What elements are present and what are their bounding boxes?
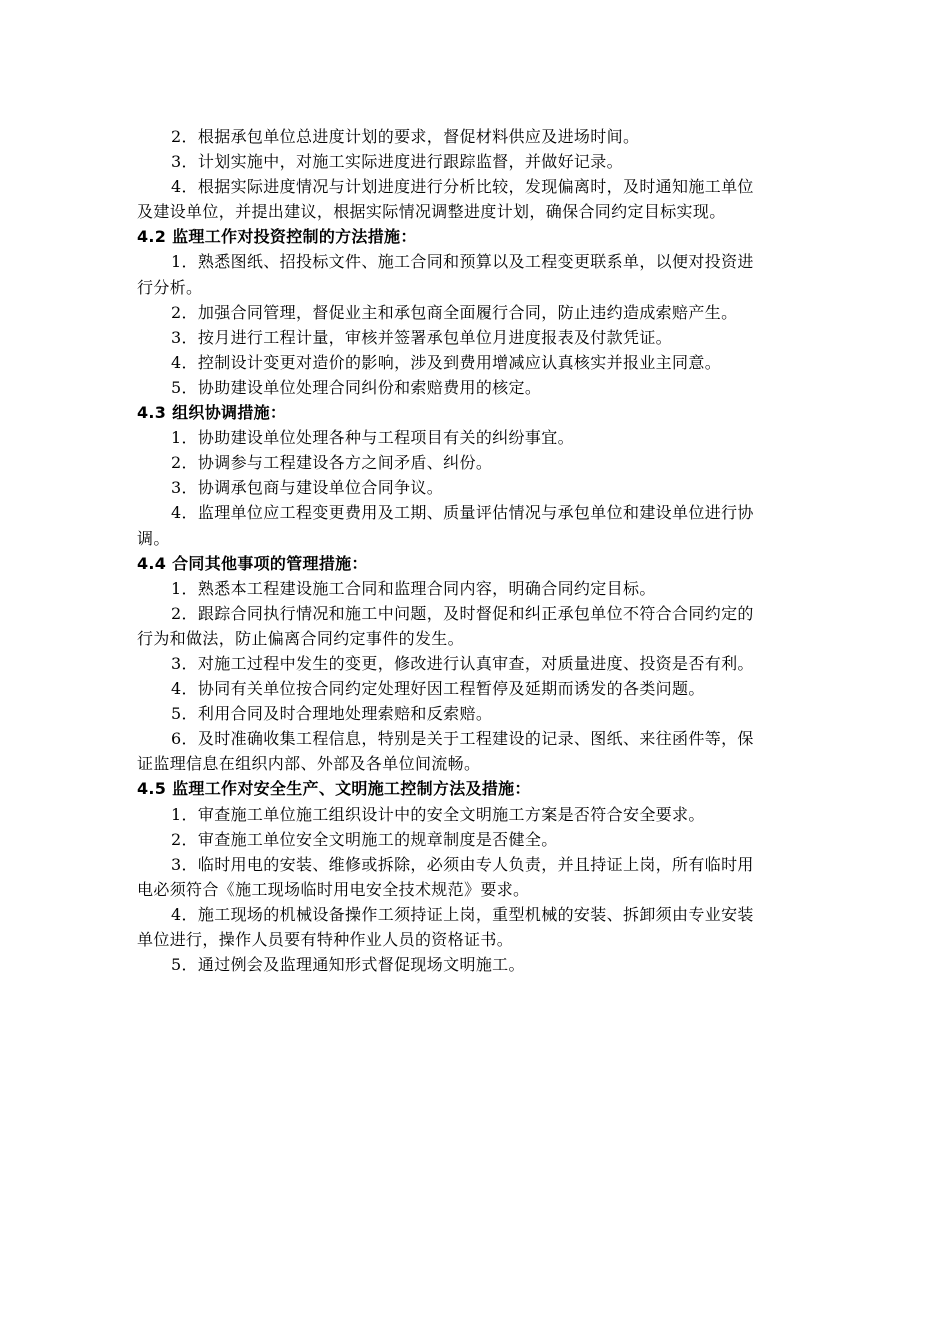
list-item: 6．及时准确收集工程信息，特别是关于工程建设的记录、图纸、来往函件等，保 (171, 729, 754, 749)
list-item-continuation: 行分析。 (137, 277, 203, 297)
list-item-continuation: 电必须符合《施工现场临时用电安全技术规范》要求。 (137, 879, 530, 899)
list-item-continuation: 行为和做法，防止偏离合同约定事件的发生。 (137, 628, 465, 648)
list-item-continuation: 及建设单位，并提出建议，根据实际情况调整进度计划，确保合同约定目标实现。 (137, 202, 726, 222)
list-item: 3．临时用电的安装、维修或拆除，必须由专人负责，并且持证上岗，所有临时用 (171, 854, 754, 874)
list-item: 2．协调参与工程建设各方之间矛盾、纠份。 (171, 453, 493, 473)
list-item: 1．协助建设单位处理各种与工程项目有关的纠纷事宜。 (171, 428, 574, 448)
list-item: 3．对施工过程中发生的变更，修改进行认真审查，对质量进度、投资是否有利。 (171, 653, 754, 673)
list-item: 5．协助建设单位处理合同纠份和索赔费用的核定。 (171, 377, 542, 397)
section-heading: 4.3 组织协调措施： (137, 403, 287, 423)
list-item: 2．加强合同管理，督促业主和承包商全面履行合同，防止违约造成索赔产生。 (171, 302, 738, 322)
list-item: 2．根据承包单位总进度计划的要求，督促材料供应及进场时间。 (171, 127, 640, 146)
list-item: 3．按月进行工程计量，审核并签署承包单位月进度报表及付款凭证。 (171, 327, 673, 347)
list-item: 3．协调承包商与建设单位合同争议。 (171, 478, 444, 498)
document-body (137, 124, 855, 977)
section-heading: 4.2 监理工作对投资控制的方法措施： (137, 227, 417, 247)
list-item: 1．审查施工单位施工组织设计中的安全文明施工方案是否符合安全要求。 (171, 804, 705, 824)
list-item: 1．熟悉图纸、招投标文件、施工合同和预算以及工程变更联系单，以便对投资进 (171, 252, 754, 272)
list-item: 2．审查施工单位安全文明施工的规章制度是否健全。 (171, 829, 558, 849)
list-item: 5．利用合同及时合理地处理索赔和反索赔。 (171, 704, 493, 724)
list-item: 4．监理单位应工程变更费用及工期、质量评估情况与承包单位和建设单位进行协 (171, 503, 754, 523)
list-item: 4．根据实际进度情况与计划进度进行分析比较，发现偏离时，及时通知施工单位 (171, 177, 754, 197)
section-heading: 4.4 合同其他事项的管理措施： (137, 553, 368, 573)
list-item-continuation: 调。 (137, 528, 170, 548)
list-item: 4．施工现场的机械设备操作工须持证上岗，重型机械的安装、拆卸须由专业安装 (171, 904, 754, 924)
list-item-continuation: 单位进行，操作人员要有特种作业人员的资格证书。 (137, 930, 514, 949)
list-item: 4．协同有关单位按合同约定处理好因工程暂停及延期而诱发的各类问题。 (171, 679, 705, 699)
list-item: 3．计划实施中，对施工实际进度进行跟踪监督，并做好记录。 (171, 152, 623, 172)
list-item-continuation: 证监理信息在组织内部、外部及各单位间流畅。 (137, 754, 481, 774)
list-item: 2．跟踪合同执行情况和施工中问题，及时督促和纠正承包单位不符合合同约定的 (171, 603, 754, 623)
list-item: 5．通过例会及监理通知形式督促现场文明施工。 (171, 955, 525, 975)
section-heading: 4.5 监理工作对安全生产、文明施工控制方法及措施： (137, 779, 531, 799)
list-item: 4．控制设计变更对造价的影响，涉及到费用增减应认真核实并报业主同意。 (171, 352, 722, 372)
list-item: 1．熟悉本工程建设施工合同和监理合同内容，明确合同约定目标。 (171, 578, 656, 598)
